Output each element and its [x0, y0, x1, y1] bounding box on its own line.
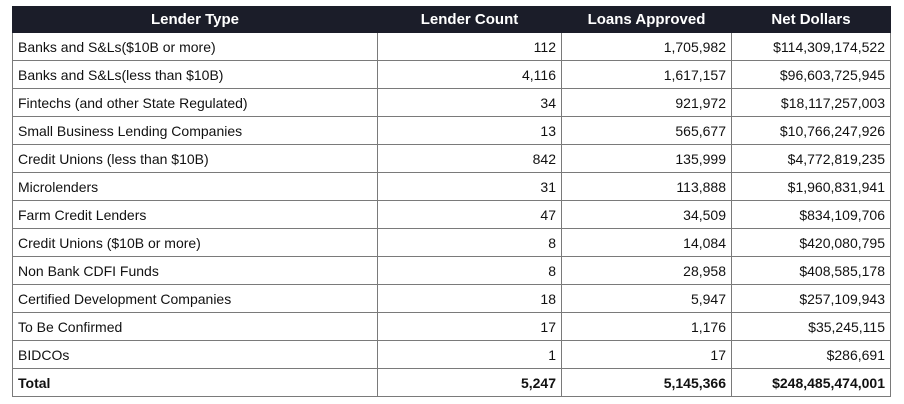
cell-net-dollars: $286,691: [732, 341, 891, 369]
cell-loans-approved: 34,509: [562, 201, 732, 229]
table-row: [13, 173, 891, 201]
cell-loans-approved: 921,972: [562, 89, 732, 117]
cell-lender-type: Banks and S&Ls(less than $10B): [13, 61, 378, 89]
cell-loans-approved: 1,176: [562, 313, 732, 341]
header-lender-type: Lender Type: [13, 7, 378, 33]
cell-net-dollars: $114,309,174,522: [732, 33, 891, 61]
cell-loans-approved: 113,888: [562, 173, 732, 201]
cell-lender-type: Certified Development Companies: [13, 285, 378, 313]
header-loans-approved: Loans Approved: [562, 7, 732, 33]
table-row: [13, 61, 891, 89]
cell-lender-type: Farm Credit Lenders: [13, 201, 378, 229]
cell-loans-approved: 14,084: [562, 229, 732, 257]
cell-net-dollars: $4,772,819,235: [732, 145, 891, 173]
cell-net-dollars: $96,603,725,945: [732, 61, 891, 89]
cell-net-dollars: $10,766,247,926: [732, 117, 891, 145]
cell-net-dollars: $834,109,706: [732, 201, 891, 229]
cell-lender-type: Microlenders: [13, 173, 378, 201]
cell-lender-count: 34: [378, 89, 562, 117]
cell-lender-type: Credit Unions ($10B or more): [13, 229, 378, 257]
cell-loans-approved: 565,677: [562, 117, 732, 145]
lender-table-container: [12, 6, 890, 397]
table-row: [13, 341, 891, 369]
table-header: [13, 7, 891, 33]
cell-lender-type: Small Business Lending Companies: [13, 117, 378, 145]
cell-net-dollars: $1,960,831,941: [732, 173, 891, 201]
cell-loans-approved: 1,705,982: [562, 33, 732, 61]
cell-lender-count: 47: [378, 201, 562, 229]
header-net-dollars: Net Dollars: [732, 7, 891, 33]
cell-lender-type: Fintechs (and other State Regulated): [13, 89, 378, 117]
table-body: [13, 33, 891, 397]
cell-lender-type: Credit Unions (less than $10B): [13, 145, 378, 173]
cell-lender-type: Banks and S&Ls($10B or more): [13, 33, 378, 61]
cell-net-dollars: $257,109,943: [732, 285, 891, 313]
cell-loans-approved: 135,999: [562, 145, 732, 173]
cell-lender-count: 8: [378, 229, 562, 257]
total-loans-approved: 5,145,366: [562, 369, 732, 397]
table-row: [13, 285, 891, 313]
table-row: [13, 313, 891, 341]
header-row: [13, 7, 891, 33]
cell-net-dollars: $420,080,795: [732, 229, 891, 257]
cell-lender-count: 1: [378, 341, 562, 369]
total-row: [13, 369, 891, 397]
cell-lender-count: 13: [378, 117, 562, 145]
cell-net-dollars: $408,585,178: [732, 257, 891, 285]
cell-lender-type: BIDCOs: [13, 341, 378, 369]
cell-net-dollars: $35,245,115: [732, 313, 891, 341]
header-lender-count: Lender Count: [378, 7, 562, 33]
table-row: [13, 257, 891, 285]
cell-net-dollars: $18,117,257,003: [732, 89, 891, 117]
cell-lender-type: To Be Confirmed: [13, 313, 378, 341]
cell-loans-approved: 1,617,157: [562, 61, 732, 89]
cell-loans-approved: 5,947: [562, 285, 732, 313]
total-lender-count: 5,247: [378, 369, 562, 397]
cell-lender-type: Non Bank CDFI Funds: [13, 257, 378, 285]
cell-lender-count: 842: [378, 145, 562, 173]
total-label: Total: [13, 369, 378, 397]
lender-table: [12, 6, 891, 397]
cell-lender-count: 8: [378, 257, 562, 285]
cell-lender-count: 31: [378, 173, 562, 201]
table-row: [13, 117, 891, 145]
cell-loans-approved: 28,958: [562, 257, 732, 285]
table-row: [13, 33, 891, 61]
total-net-dollars: $248,485,474,001: [732, 369, 891, 397]
table-row: [13, 145, 891, 173]
table-row: [13, 89, 891, 117]
table-row: [13, 229, 891, 257]
cell-lender-count: 112: [378, 33, 562, 61]
cell-lender-count: 4,116: [378, 61, 562, 89]
cell-lender-count: 18: [378, 285, 562, 313]
cell-loans-approved: 17: [562, 341, 732, 369]
table-row: [13, 201, 891, 229]
cell-lender-count: 17: [378, 313, 562, 341]
